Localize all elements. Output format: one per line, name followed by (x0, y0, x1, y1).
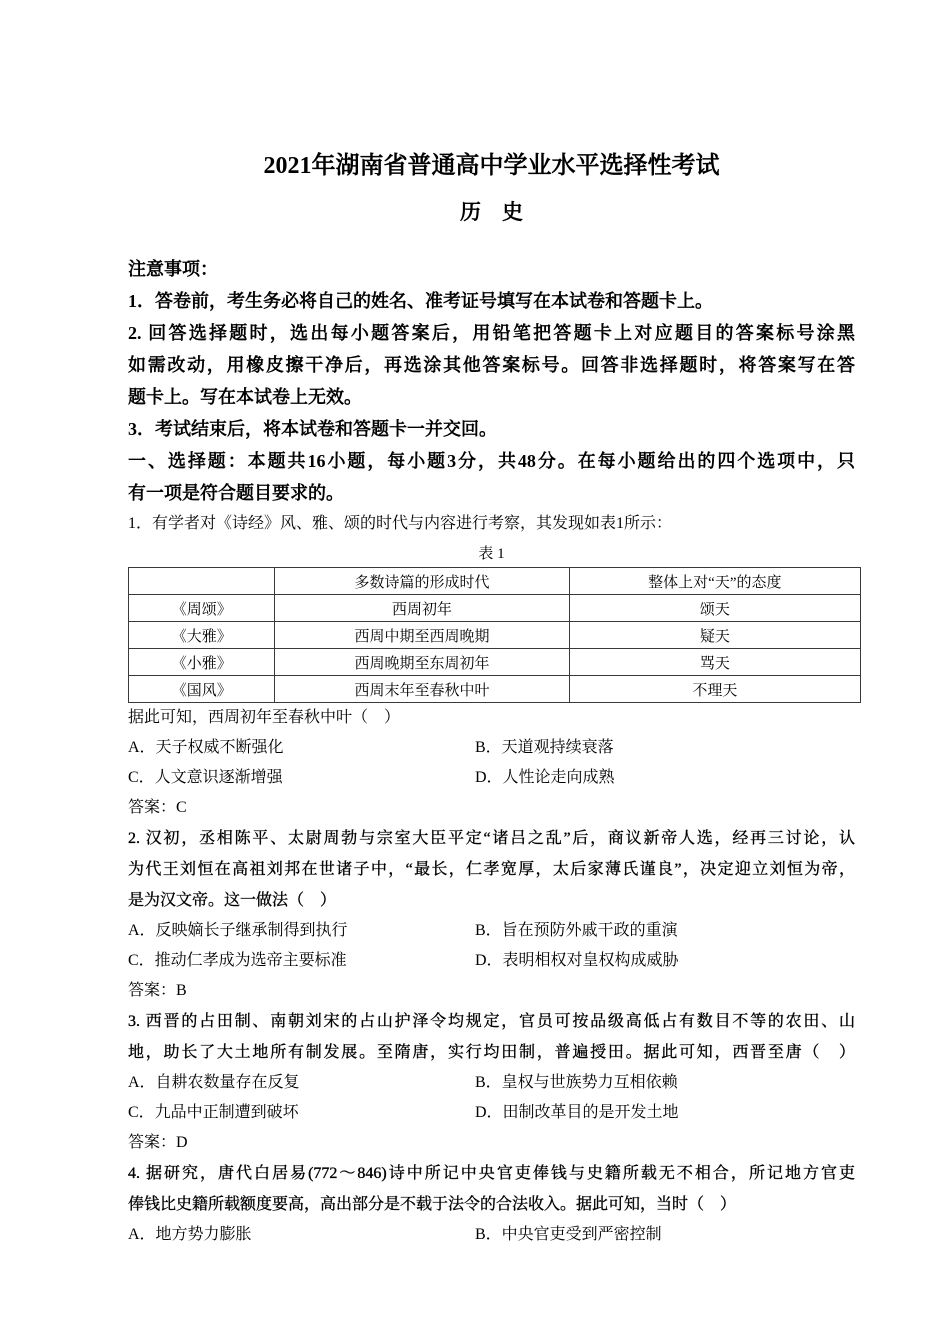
question-3 (128, 1006, 855, 1158)
table-1-header-row (129, 568, 861, 595)
question-3-option-c: C．九品中正制遭到破坏 (128, 1104, 299, 1121)
question-3-options-row-1 (128, 1068, 855, 1098)
section-1-heading-line-2: 有一项是符合题目要求的。 (128, 483, 344, 503)
question-4-option-b: B．中央官吏受到严密控制 (475, 1226, 662, 1243)
table-1 (128, 567, 861, 703)
table-cell: 西周末年至春秋中叶 (275, 676, 569, 703)
question-4-option-a: A．地方势力膨胀 (128, 1226, 252, 1243)
question-2-options-row-2 (128, 946, 855, 976)
question-2-option-b: B．旨在预防外戚干政的重演 (475, 922, 678, 939)
table-cell: 《大雅》 (129, 622, 275, 649)
table-cell: 不理天 (569, 676, 860, 703)
table-header-cell: 整体上对“天”的态度 (569, 568, 860, 595)
table-header-cell: 多数诗篇的形成时代 (275, 568, 569, 595)
question-3-option-b: B．皇权与世族势力互相依赖 (475, 1074, 678, 1091)
question-2-stem-line-1: 2. 汉初，丞相陈平、太尉周勃与宗室大臣平定“诸吕之乱”后，商议新帝人选，经再三讨论，认 (128, 830, 855, 847)
question-2-answer: 答案：B (128, 982, 187, 999)
notice-item-3: 3．考试结束后，将本试卷和答题卡一并交回。 (128, 419, 497, 439)
question-3-stem-line-2: 地，助长了大土地所有制发展。至隋唐，实行均田制，普遍授田。据此可知，西晋至唐（ ） (128, 1044, 855, 1061)
question-3-option-d: D．田制改革目的是开发土地 (475, 1104, 679, 1121)
question-1-options-row-2 (128, 763, 855, 793)
question-1 (128, 509, 855, 823)
question-2-option-c: C．推动仁孝成为选帝主要标准 (128, 952, 347, 969)
question-1-option-b: B．天道观持续衰落 (475, 739, 614, 756)
notice-item-2-line-1: 2. 回答选择题时，选出每小题答案后，用铅笔把答题卡上对应题目的答案标号涂黑 (128, 323, 855, 343)
table-cell: 颂天 (569, 595, 860, 622)
question-1-option-d: D．人性论走向成熟 (475, 769, 615, 786)
question-1-lead-in: 据此可知，西周初年至春秋中叶（ ） (128, 709, 401, 726)
question-2-options-row-1 (128, 916, 855, 946)
question-2-stem-line-2: 为代王刘恒在高祖刘邦在世诸子中，“最长，仁孝宽厚，太后家薄氏谨良”，决定迎立刘恒为帝， (128, 861, 855, 878)
table-cell: 西周初年 (275, 595, 569, 622)
question-1-option-c: C．人文意识逐渐增强 (128, 769, 283, 786)
table-row (129, 676, 861, 703)
table-row (129, 595, 861, 622)
notice-section (128, 253, 855, 445)
table-cell: 西周晚期至东周初年 (275, 649, 569, 676)
table-cell: 疑天 (569, 622, 860, 649)
question-2 (128, 823, 855, 1006)
question-3-options-row-2 (128, 1098, 855, 1128)
section-1-heading (128, 445, 855, 509)
question-4-stem-line-2: 俸钱比史籍所载额度要高，高出部分是不载于法令的合法收入。据此可知，当时（ ） (128, 1196, 737, 1213)
question-4-options-row-1 (128, 1220, 855, 1250)
question-1-option-a: A．天子权威不断强化 (128, 739, 284, 756)
question-4-stem-line-1: 4. 据研究，唐代白居易(772～846)诗中所记中央官吏俸钱与史籍所载无不相合，所记地方官吏 (128, 1165, 855, 1182)
question-2-stem-line-3: 是为汉文帝。这一做法（ ） (128, 892, 337, 909)
question-1-answer: 答案：C (128, 799, 187, 816)
table-cell: 《小雅》 (129, 649, 275, 676)
exam-subject: 历 史 (460, 200, 523, 224)
question-2-option-a: A．反映嫡长子继承制得到执行 (128, 922, 348, 939)
notice-item-2-line-2: 如需改动，用橡皮擦干净后，再选涂其他答案标号。回答非选择题时，将答案写在答 (128, 355, 855, 375)
notice-heading: 注意事项： (128, 259, 218, 279)
question-4 (128, 1158, 855, 1250)
question-1-stem: 1．有学者对《诗经》风、雅、颂的时代与内容进行考察，其发现如表1所示： (128, 515, 673, 532)
table-1-caption: 表 1 (478, 546, 505, 562)
table-cell: 骂天 (569, 649, 860, 676)
table-cell: 《国风》 (129, 676, 275, 703)
section-1-heading-line-1: 一、选择题：本题共16小题，每小题3分，共48分。在每小题给出的四个选项中，只 (128, 451, 855, 471)
question-3-stem-line-1: 3. 西晋的占田制、南朝刘宋的占山护泽令均规定，官员可按品级高低占有数目不等的农田、山 (128, 1013, 855, 1030)
question-1-options-row-1 (128, 733, 855, 763)
table-row (129, 622, 861, 649)
table-cell: 《周颂》 (129, 595, 275, 622)
table-header-cell (129, 568, 275, 595)
table-row (129, 649, 861, 676)
notice-item-1: 1．答卷前，考生务必将自己的姓名、准考证号填写在本试卷和答题卡上。 (128, 291, 713, 311)
table-cell: 西周中期至西周晚期 (275, 622, 569, 649)
question-2-option-d: D．表明相权对皇权构成威胁 (475, 952, 679, 969)
question-3-answer: 答案：D (128, 1134, 188, 1151)
exam-title: 2021年湖南省普通高中学业水平选择性考试 (263, 153, 720, 179)
question-3-option-a: A．自耕农数量存在反复 (128, 1074, 300, 1091)
notice-item-2-line-3: 题卡上。写在本试卷上无效。 (128, 387, 362, 407)
